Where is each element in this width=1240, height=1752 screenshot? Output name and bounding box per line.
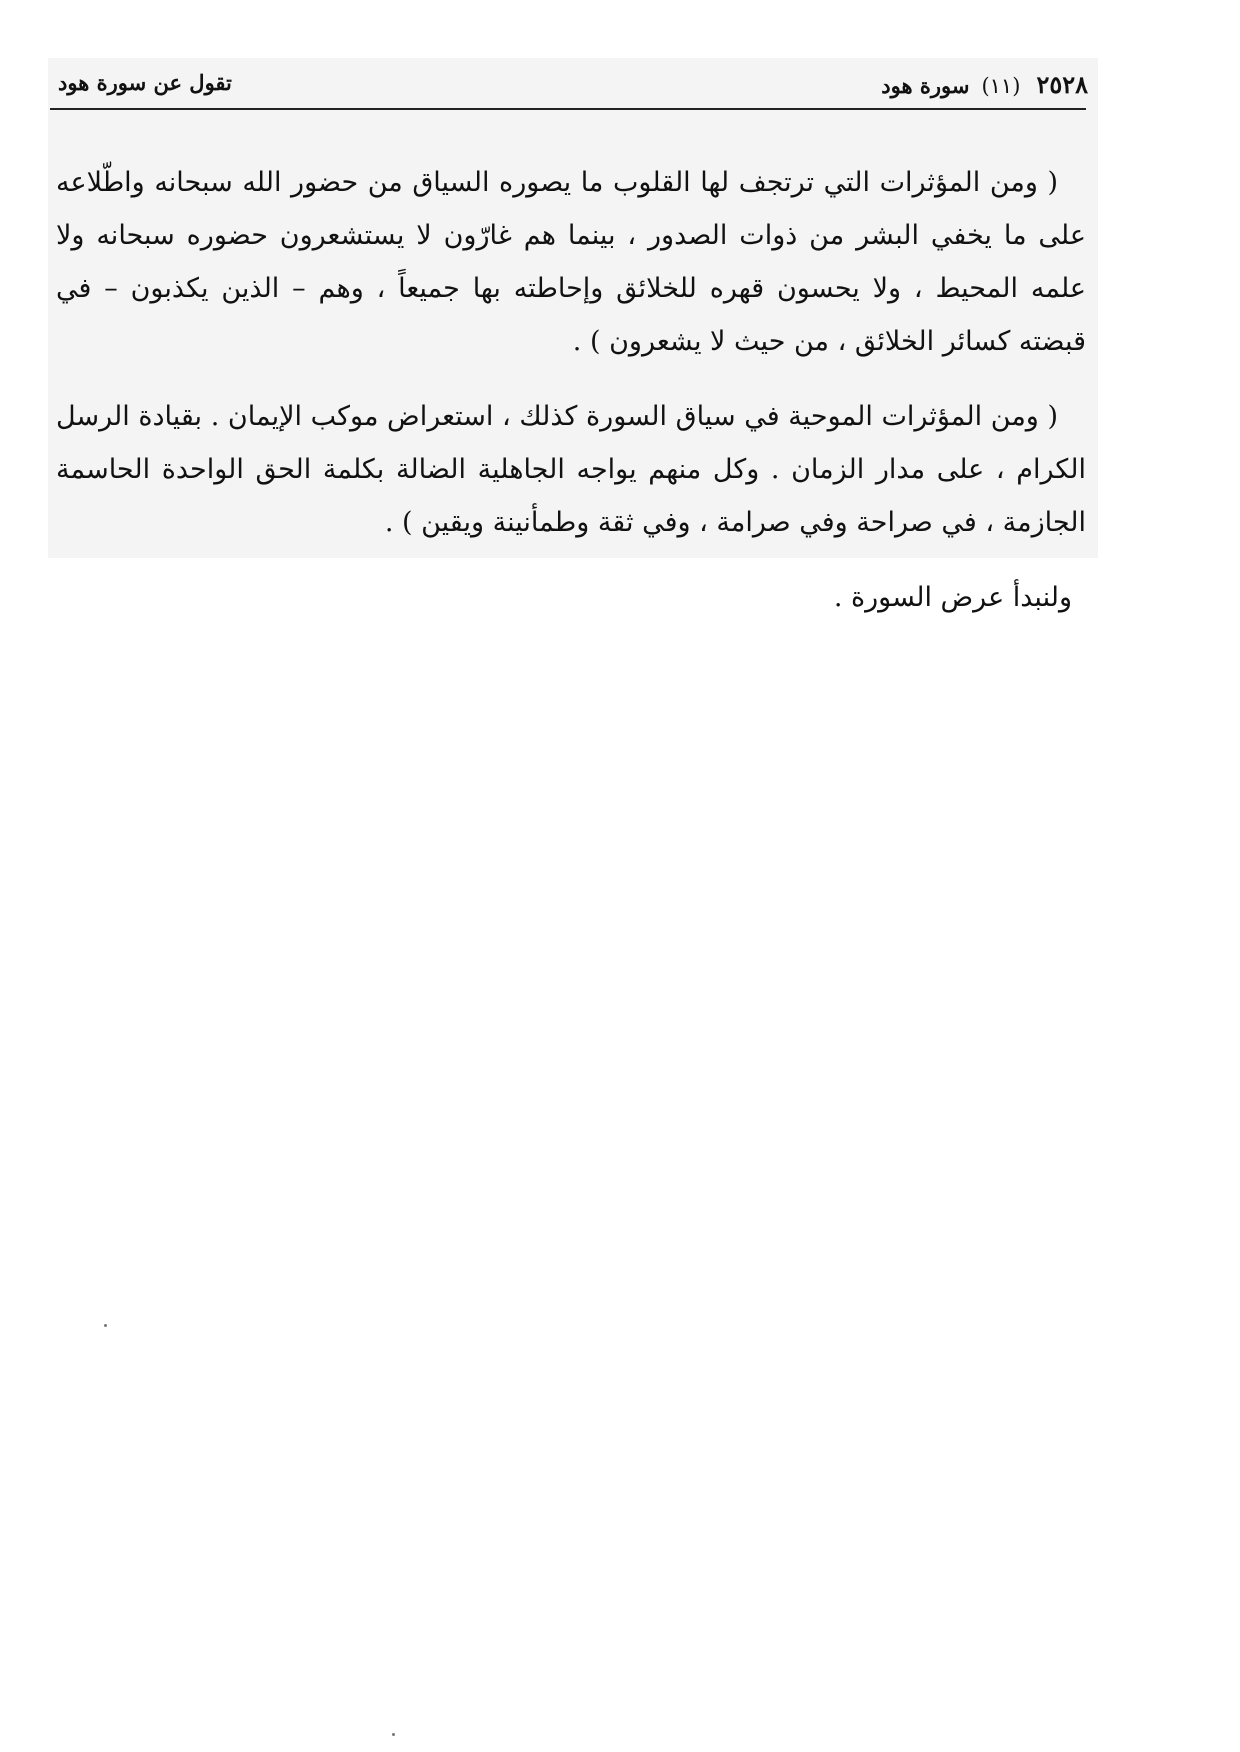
header-page-info (881, 70, 1088, 99)
surah-number: (١١) (981, 74, 1021, 98)
header-divider (50, 108, 1086, 110)
scan-speck (392, 1733, 395, 1736)
page-header (58, 70, 1088, 104)
page-body (56, 156, 1086, 571)
closing-line: ولنبدأ عرض السورة . (833, 582, 1072, 613)
scan-speck (104, 1324, 107, 1327)
paragraph-2: ( ومن المؤثرات الموحية في سياق السورة كذلك ، استعراض موكب الإيمان . بقيادة الرسل الكرام ، على مدار الزمان . وكل منهم يواجه الجاهلية الضالة بكلمة الحق الواحدة الحاسمة الجازمة ، في صراحة وفي صرامة ، وفي ثقة وطمأنينة ويقين ) . (56, 401, 1086, 538)
page-number: ٢٥٢٨ (1036, 70, 1088, 99)
surah-name: سورة هود (881, 73, 970, 98)
paragraph-1: ( ومن المؤثرات التي ترتجف لها القلوب ما يصوره السياق من حضور الله سبحانه واطّلاعه على ما يخفي البشر من ذوات الصدور ، بينما هم غارّون لا يستشعرون حضوره سبحانه ولا علمه المحيط ، ولا يحسون قهره للخلائق وإحاطته بها جميعاً ، وهم – الذين يكذبون – في قبضته كسائر الخلائق ، من حيث لا يشعرون ) . (56, 167, 1086, 357)
running-title: تقول عن سورة هود (58, 70, 232, 95)
